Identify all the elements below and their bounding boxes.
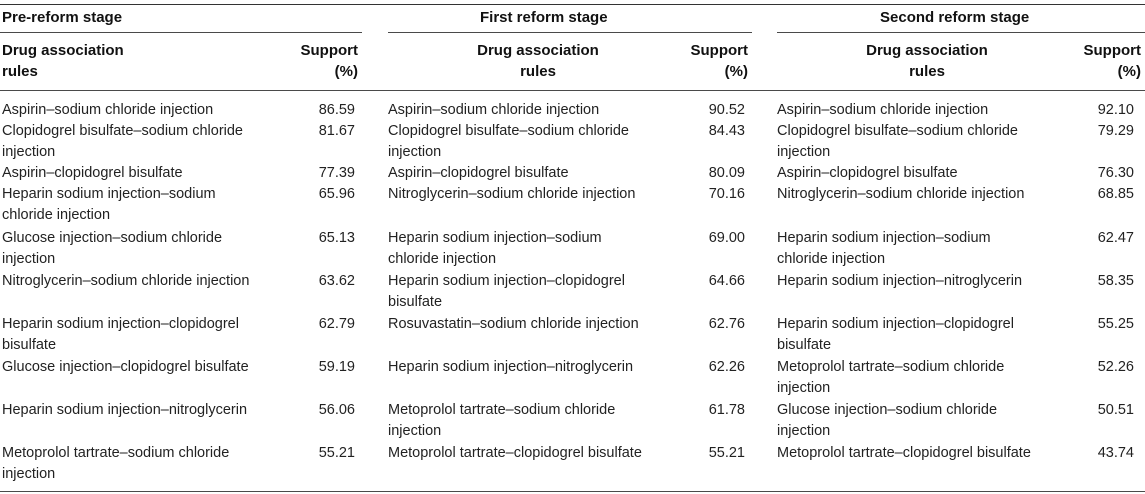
rule-text-line1: Aspirin–clopidogrel bisulfate bbox=[777, 165, 958, 181]
support-value: 43.74 bbox=[1097, 445, 1134, 461]
rule-text-line1: Heparin sodium injection–clopidogrel bbox=[2, 316, 239, 332]
rule-text-line1: Heparin sodium injection–nitroglycerin bbox=[777, 273, 1023, 289]
rule-text-line1: Clopidogrel bisulfate–sodium chloride bbox=[388, 123, 629, 139]
header-support-line1: Support bbox=[1083, 42, 1141, 59]
support-value: 86.59 bbox=[318, 102, 355, 118]
rule-text-line1: Metoprolol tartrate–sodium chloride bbox=[777, 359, 1005, 375]
rule-text-line1: Heparin sodium injection–nitroglycerin bbox=[388, 359, 634, 375]
header-support-line1: Support bbox=[690, 42, 748, 59]
stage-title-second-reform: Second reform stage bbox=[880, 9, 1030, 26]
header-rule bbox=[0, 90, 1145, 91]
rule-cell bbox=[777, 400, 1067, 442]
rule-text-line2: bisulfate bbox=[2, 337, 57, 353]
support-value: 50.51 bbox=[1097, 402, 1134, 418]
rule-text-line1: Heparin sodium injection–sodium bbox=[2, 186, 216, 202]
rule-text-line2: bisulfate bbox=[777, 337, 832, 353]
rule-text-line2: injection bbox=[2, 144, 56, 160]
rule-cell bbox=[777, 443, 1067, 464]
rule-cell bbox=[2, 228, 292, 270]
header-drug-rules-line1: Drug association bbox=[477, 42, 599, 59]
rule-text-line2: chloride injection bbox=[388, 251, 497, 267]
rule-cell bbox=[388, 228, 678, 270]
header-support-first bbox=[680, 40, 748, 82]
rule-text-line1: Nitroglycerin–sodium chloride injection bbox=[777, 186, 1025, 202]
rule-text-line2: bisulfate bbox=[388, 294, 443, 310]
header-drug-rules-first bbox=[388, 40, 688, 82]
rule-text-line2: injection bbox=[388, 144, 442, 160]
rule-cell bbox=[388, 400, 678, 442]
rule-cell bbox=[388, 100, 678, 121]
rule-text-line2: injection bbox=[777, 423, 831, 439]
header-drug-rules-second bbox=[777, 40, 1077, 82]
rule-text-line2: injection bbox=[777, 380, 831, 396]
header-support-line1: Support bbox=[300, 42, 358, 59]
rule-text-line1: Aspirin–sodium chloride injection bbox=[2, 102, 214, 118]
rule-text-line2: injection bbox=[777, 144, 831, 160]
rule-cell bbox=[2, 121, 292, 163]
rule-cell bbox=[777, 121, 1067, 163]
rule-text-line1: Heparin sodium injection–sodium bbox=[777, 230, 991, 246]
rule-cell bbox=[2, 163, 292, 184]
rule-text-line1: Heparin sodium injection–clopidogrel bbox=[777, 316, 1014, 332]
rule-cell bbox=[2, 443, 292, 485]
rule-cell bbox=[777, 100, 1067, 121]
rule-cell bbox=[777, 357, 1067, 399]
support-value: 55.21 bbox=[708, 445, 745, 461]
rule-text-line1: Clopidogrel bisulfate–sodium chloride bbox=[2, 123, 243, 139]
rule-cell bbox=[777, 184, 1067, 205]
header-drug-rules-line2: rules bbox=[909, 63, 945, 80]
header-drug-rules-line1: Drug association bbox=[866, 42, 988, 59]
rule-cell bbox=[2, 184, 292, 226]
header-support-line2: (%) bbox=[1117, 63, 1141, 80]
support-value: 68.85 bbox=[1097, 186, 1134, 202]
support-value: 90.52 bbox=[708, 102, 745, 118]
rule-cell bbox=[388, 271, 678, 313]
support-value: 76.30 bbox=[1097, 165, 1134, 181]
header-drug-rules-line1: Drug association bbox=[2, 42, 124, 59]
rule-cell bbox=[2, 271, 292, 292]
header-support-pre bbox=[290, 40, 358, 82]
rule-cell bbox=[777, 314, 1067, 356]
rule-cell bbox=[388, 184, 678, 205]
rule-cell bbox=[388, 357, 678, 378]
header-support-line2: (%) bbox=[334, 63, 358, 80]
rule-text-line2: injection bbox=[388, 423, 442, 439]
support-value: 55.21 bbox=[318, 445, 355, 461]
stage-underline-first bbox=[388, 32, 752, 33]
rule-text-line1: Aspirin–clopidogrel bisulfate bbox=[388, 165, 569, 181]
rule-text-line2: injection bbox=[2, 251, 56, 267]
header-drug-rules-line2: rules bbox=[520, 63, 556, 80]
rule-text-line1: Aspirin–sodium chloride injection bbox=[777, 102, 989, 118]
rule-text-line1: Aspirin–sodium chloride injection bbox=[388, 102, 600, 118]
rule-text-line1: Aspirin–clopidogrel bisulfate bbox=[2, 165, 183, 181]
stage-underline-second bbox=[777, 32, 1145, 33]
header-drug-rules-pre bbox=[2, 40, 202, 82]
support-value: 64.66 bbox=[708, 273, 745, 289]
header-support-second bbox=[1073, 40, 1141, 82]
rule-text-line1: Heparin sodium injection–sodium bbox=[388, 230, 602, 246]
stage-underline-pre bbox=[0, 32, 362, 33]
stage-title-pre-reform: Pre-reform stage bbox=[2, 9, 123, 26]
support-value: 62.26 bbox=[708, 359, 745, 375]
support-value: 80.09 bbox=[708, 165, 745, 181]
header-drug-rules-line2: rules bbox=[2, 63, 38, 80]
support-value: 58.35 bbox=[1097, 273, 1134, 289]
rule-cell bbox=[2, 357, 292, 378]
support-value: 69.00 bbox=[708, 230, 745, 246]
support-value: 92.10 bbox=[1097, 102, 1134, 118]
rule-cell bbox=[388, 443, 678, 464]
rule-text-line1: Rosuvastatin–sodium chloride injection bbox=[388, 316, 639, 332]
rule-cell bbox=[388, 121, 678, 163]
rule-text-line1: Metoprolol tartrate–sodium chloride bbox=[388, 402, 616, 418]
rule-text-line1: Metoprolol tartrate–clopidogrel bisulfate bbox=[388, 445, 642, 461]
support-value: 84.43 bbox=[708, 123, 745, 139]
support-value: 62.76 bbox=[708, 316, 745, 332]
header-support-line2: (%) bbox=[724, 63, 748, 80]
rule-cell bbox=[777, 228, 1067, 270]
rule-cell bbox=[2, 314, 292, 356]
support-value: 81.67 bbox=[318, 123, 355, 139]
rule-cell bbox=[2, 100, 292, 121]
rule-text-line1: Metoprolol tartrate–clopidogrel bisulfate bbox=[777, 445, 1031, 461]
support-value: 63.62 bbox=[318, 273, 355, 289]
rule-cell bbox=[777, 163, 1067, 184]
stage-title-first-reform: First reform stage bbox=[480, 9, 608, 26]
support-value: 65.96 bbox=[318, 186, 355, 202]
support-value: 70.16 bbox=[708, 186, 745, 202]
support-value: 55.25 bbox=[1097, 316, 1134, 332]
rule-text-line1: Glucose injection–sodium chloride bbox=[2, 230, 223, 246]
support-value: 77.39 bbox=[318, 165, 355, 181]
rule-text-line1: Clopidogrel bisulfate–sodium chloride bbox=[777, 123, 1018, 139]
support-value: 62.79 bbox=[318, 316, 355, 332]
support-value: 79.29 bbox=[1097, 123, 1134, 139]
rule-cell bbox=[2, 400, 292, 421]
rule-cell bbox=[777, 271, 1067, 292]
rule-text-line1: Metoprolol tartrate–sodium chloride bbox=[2, 445, 230, 461]
rule-text-line1: Heparin sodium injection–nitroglycerin bbox=[2, 402, 248, 418]
rule-text-line1: Nitroglycerin–sodium chloride injection bbox=[2, 273, 250, 289]
rule-cell bbox=[388, 314, 678, 335]
rule-text-line1: Heparin sodium injection–clopidogrel bbox=[388, 273, 625, 289]
rule-text-line1: Nitroglycerin–sodium chloride injection bbox=[388, 186, 636, 202]
rule-text-line2: injection bbox=[2, 466, 56, 482]
top-rule bbox=[0, 4, 1145, 5]
support-value: 65.13 bbox=[318, 230, 355, 246]
rule-text-line2: chloride injection bbox=[2, 207, 111, 223]
rule-text-line1: Glucose injection–sodium chloride bbox=[777, 402, 998, 418]
bottom-rule bbox=[0, 491, 1145, 492]
rule-text-line2: chloride injection bbox=[777, 251, 886, 267]
rule-text-line1: Glucose injection–clopidogrel bisulfate bbox=[2, 359, 249, 375]
support-value: 52.26 bbox=[1097, 359, 1134, 375]
support-value: 59.19 bbox=[318, 359, 355, 375]
rule-cell bbox=[388, 163, 678, 184]
support-value: 61.78 bbox=[708, 402, 745, 418]
support-value: 62.47 bbox=[1097, 230, 1134, 246]
support-value: 56.06 bbox=[318, 402, 355, 418]
